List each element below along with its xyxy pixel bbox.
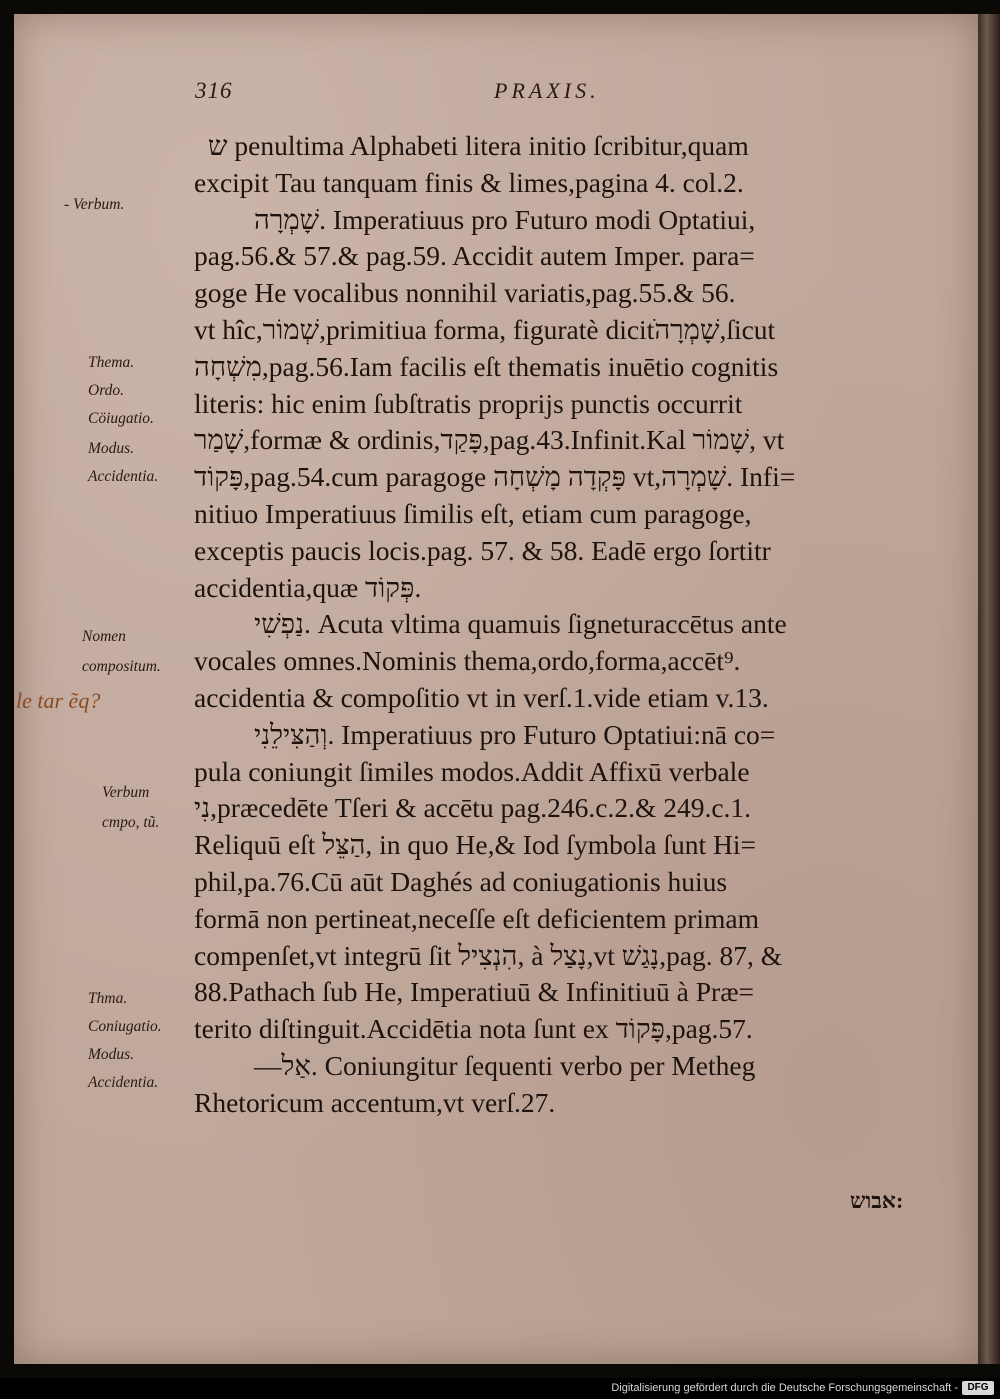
text-line: compenſet,vt integrū ſit הִנְצִיל, à נָצַל,vt נָגַשׁ,pag. 87, &	[194, 939, 783, 971]
text-line: vt hîc,שְׁמוֹר,primitiua forma, figuratè dicitׁשָׁמְרָה,ſicut	[194, 313, 776, 345]
text-line: שָׁמְרָה. Imperatiuus pro Futuro modi Optatiui,	[254, 203, 756, 235]
margin-note-coniugatio-2: Coniugatio.	[88, 1018, 162, 1035]
margin-note-verbum-2: Verbum	[102, 784, 150, 801]
text-line: terito diſtinguit.Accidētia nota ſunt ex פָּקוֹד,pag.57.	[194, 1013, 753, 1045]
text-line: nitiuo Imperatiuus ſimilis eſt, etiam cum paragoge,	[194, 497, 752, 529]
text-line: 88.Pathach ſub He, Imperatiuū & Infinitiuū à Præ=	[194, 976, 755, 1008]
catchword: אבוש:	[850, 1188, 904, 1213]
text-line: pula coniungit ſimiles modos.Addit Affixū verbale	[194, 755, 750, 787]
text-line: שָׁמַר,formæ & ordinis,פָּקַד,pag.43.Infinit.Kal שָׁמוֹר, vt	[194, 424, 785, 456]
text-line: Rhetoricum accentum,vt verſ.27.	[194, 1086, 556, 1118]
text-line: accidentia & compoſitio vt in verſ.1.vide etiam v.13.	[194, 681, 769, 713]
margin-note-thema: Thema.	[88, 354, 135, 371]
text-line: ש penultima Alphabeti litera initio ſcribitur,quam	[208, 130, 749, 161]
margin-note-thema-2: Thma.	[88, 990, 128, 1007]
margin-note-coniugatio: Cöiugatio.	[88, 410, 154, 427]
text-line: goge He vocalibus nonnihil variatis,pag.55.& 56.	[194, 277, 736, 309]
text-line: וְהַצִּילֵנִי. Imperatiuus pro Futuro Optatiui:nā co=	[254, 718, 776, 750]
text-line: pag.56.& 57.& pag.59. Accidit autem Imper. para=	[194, 240, 755, 272]
text-line: נַפְשִׁי. Acuta vltima quamuis ſigneturaccētus ante	[254, 608, 787, 640]
margin-note-accidentia-2: Accidentia.	[88, 1074, 159, 1091]
dfg-logo: DFG	[962, 1381, 994, 1395]
margin-note-modus: Modus.	[88, 440, 135, 457]
margin-note-ordo: Ordo.	[88, 382, 125, 399]
text-line: נִי,præcedēte Tſeri & accētu pag.246.c.2.& 249.c.1.	[194, 792, 752, 824]
margin-note-accidentia: Accidentia.	[88, 468, 159, 485]
text-line: פָּקוֹד,pag.54.cum paragoge פָּקְדָה מָשְׁחָה vt,שָׁמְרָה. Infi=	[194, 461, 796, 493]
page-number: 316	[195, 78, 233, 103]
text-line: literis: hic enim ſubſtratis proprijs punctis occurrit	[194, 387, 743, 419]
margin-note-verbum: - Verbum.	[64, 196, 125, 213]
margin-note-compositum: compositum.	[82, 658, 161, 675]
text-line: excipit Tau tanquam finis & limes,pagina 4. col.2.	[194, 166, 744, 198]
text-line: Reliquū eſt הַצֵּל, in quo He,& Iod ſymbola ſunt Hi=	[194, 829, 756, 861]
text-line: —אַל. Coniungitur ſequenti verbo per Metheg	[254, 1049, 756, 1081]
text-line: phil,pa.76.Cū aūt Daghés ad coniugationis huius	[194, 865, 728, 897]
margin-note-compositum-2: cmpo, tũ.	[102, 814, 160, 831]
handwritten-annotation: le tar ẽq?	[16, 688, 101, 713]
footer-credit: Digitalisierung gefördert durch die Deutsche Forschungsgemeinschaft -	[611, 1382, 958, 1394]
text-line: accidentia,quæ פְּקוֹד.	[194, 571, 422, 603]
running-title: PRAXIS.	[494, 78, 600, 103]
main-text-block	[194, 128, 929, 1122]
text-line: מִשְׁחָה,pag.56.Iam facilis eſt thematis inuētio cognitis	[194, 350, 779, 382]
digitization-footer	[0, 1378, 1000, 1399]
margin-note-modus-2: Modus.	[88, 1046, 135, 1063]
margin-note-nomen: Nomen	[82, 628, 126, 645]
text-line: vocales omnes.Nominis thema,ordo,forma,accēt⁹.	[194, 645, 741, 677]
page-edge	[978, 14, 1000, 1364]
text-line: formā non pertineat,neceſſe eſt deficientem primam	[194, 902, 760, 934]
text-line: exceptis paucis locis.pag. 57. & 58. Eadē ergo ſortitr	[194, 534, 771, 566]
